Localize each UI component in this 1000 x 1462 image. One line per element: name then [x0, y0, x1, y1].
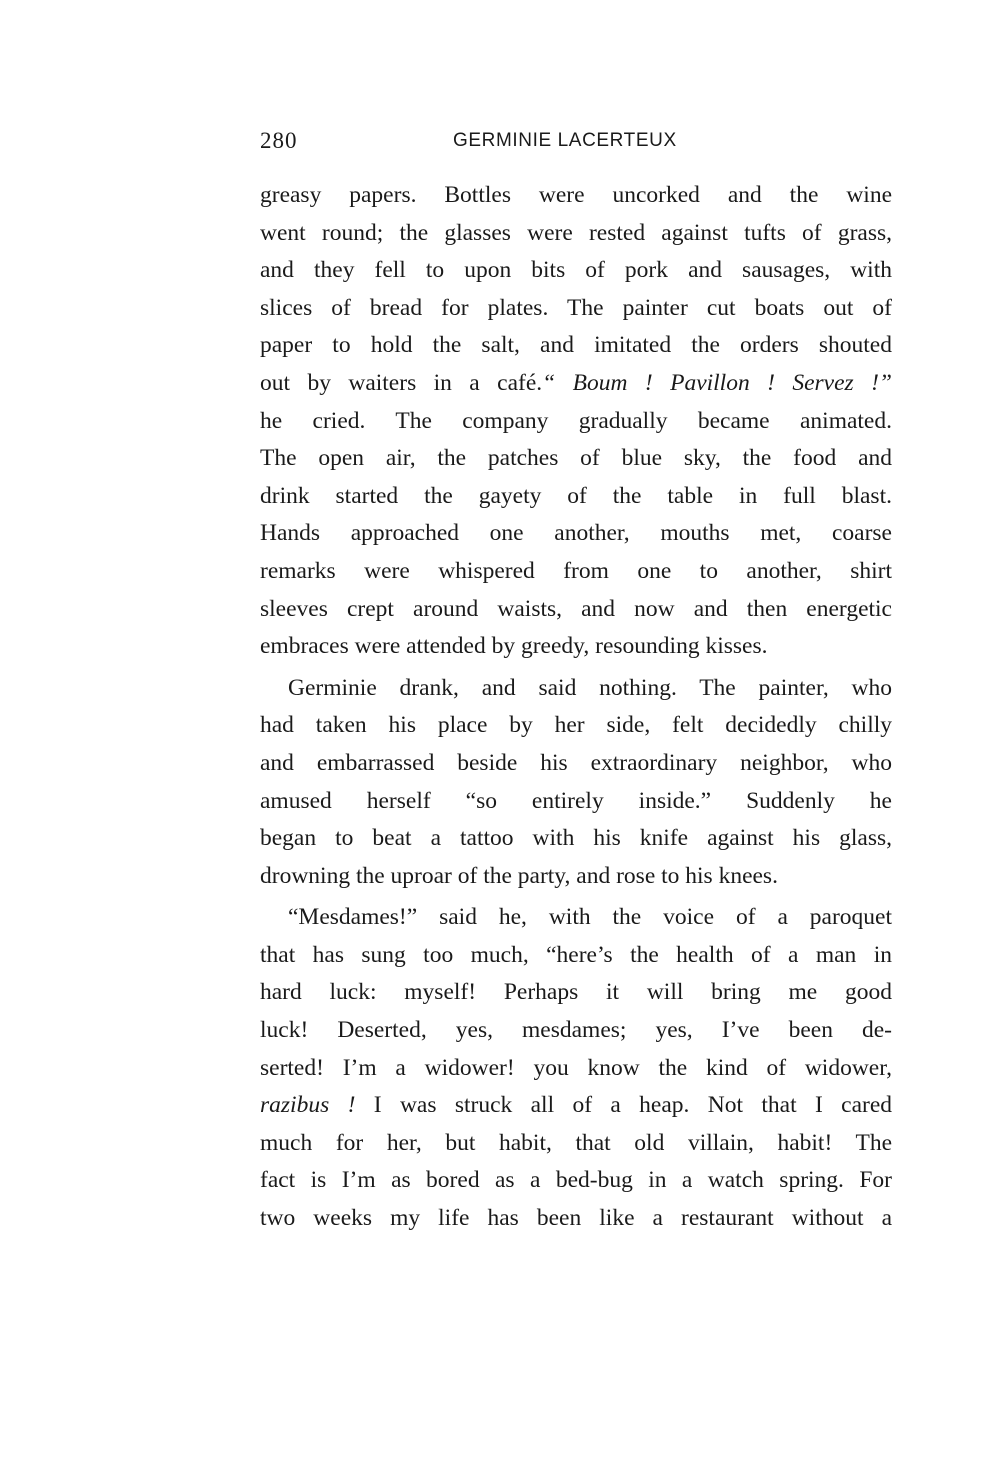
- text-segment: out by waiters in a café.: [260, 369, 543, 396]
- text-line: drowning the uproar of the party, and rose to his knees.: [260, 862, 778, 889]
- text-line: serted! I’m a widower! you know the kind of widower,: [260, 1054, 892, 1081]
- text-line: began to beat a tattoo with his knife against his glass,: [260, 825, 892, 852]
- text-line: he cried. The company gradually became animated.: [260, 407, 892, 434]
- text-segment: I was struck all of a heap. Not that I cared: [373, 1092, 893, 1119]
- text-line: had taken his place by her side, felt decidedly chilly: [260, 712, 892, 739]
- text-line: fact is I’m as bored as a bed-bug in a watch spring. For: [260, 1167, 892, 1194]
- text-line-mixed: [260, 365, 892, 403]
- running-title: GERMINIE LACERTEUX: [453, 130, 677, 151]
- text-line: hard luck: myself! Perhaps it will bring me good: [260, 979, 892, 1006]
- italic-word: razibus !: [260, 1092, 356, 1119]
- italic-quote: “ Boum ! Pavillon ! Servez !”: [542, 369, 892, 396]
- body-text: [260, 177, 892, 1238]
- text-line: The open air, the patches of blue sky, the food and: [260, 445, 892, 472]
- text-line: slices of bread for plates. The painter cut boats out of: [260, 294, 892, 321]
- text-line: embraces were attended by greedy, resounding kisses.: [260, 633, 768, 660]
- paragraph: [260, 670, 892, 896]
- text-line: two weeks my life has been like a restaurant without a: [260, 1205, 892, 1232]
- text-line: sleeves crept around waists, and now and then energetic: [260, 595, 892, 622]
- paragraph: [260, 177, 892, 666]
- text-line: paper to hold the salt, and imitated the orders shouted: [260, 332, 892, 359]
- text-line: much for her, but habit, that old villain, habit! The: [260, 1129, 892, 1156]
- text-line: that has sung too much, “here’s the health of a man in: [260, 941, 892, 968]
- paragraph: [260, 899, 892, 1237]
- text-line: went round; the glasses were rested against tufts of grass,: [260, 219, 892, 246]
- page-number: 280: [260, 128, 298, 153]
- page-header: [258, 128, 892, 158]
- text-line: “Mesdames!” said he, with the voice of a paroquet: [288, 904, 892, 931]
- text-line: and embarrassed beside his extraordinary neighbor, who: [260, 749, 892, 776]
- text-line: amused herself “so entirely inside.” Suddenly he: [260, 787, 892, 814]
- text-line: luck! Deserted, yes, mesdames; yes, I’ve been de-: [260, 1017, 892, 1044]
- text-line: Germinie drank, and said nothing. The painter, who: [288, 674, 892, 701]
- text-line: greasy papers. Bottles were uncorked and the wine: [260, 182, 892, 208]
- text-line: remarks were whispered from one to another, shirt: [260, 557, 892, 584]
- text-line: and they fell to upon bits of pork and sausages, with: [260, 257, 892, 284]
- text-line-mixed: [260, 1087, 892, 1125]
- text-line: drink started the gayety of the table in full blast.: [260, 482, 892, 509]
- text-line: Hands approached one another, mouths met, coarse: [260, 520, 892, 547]
